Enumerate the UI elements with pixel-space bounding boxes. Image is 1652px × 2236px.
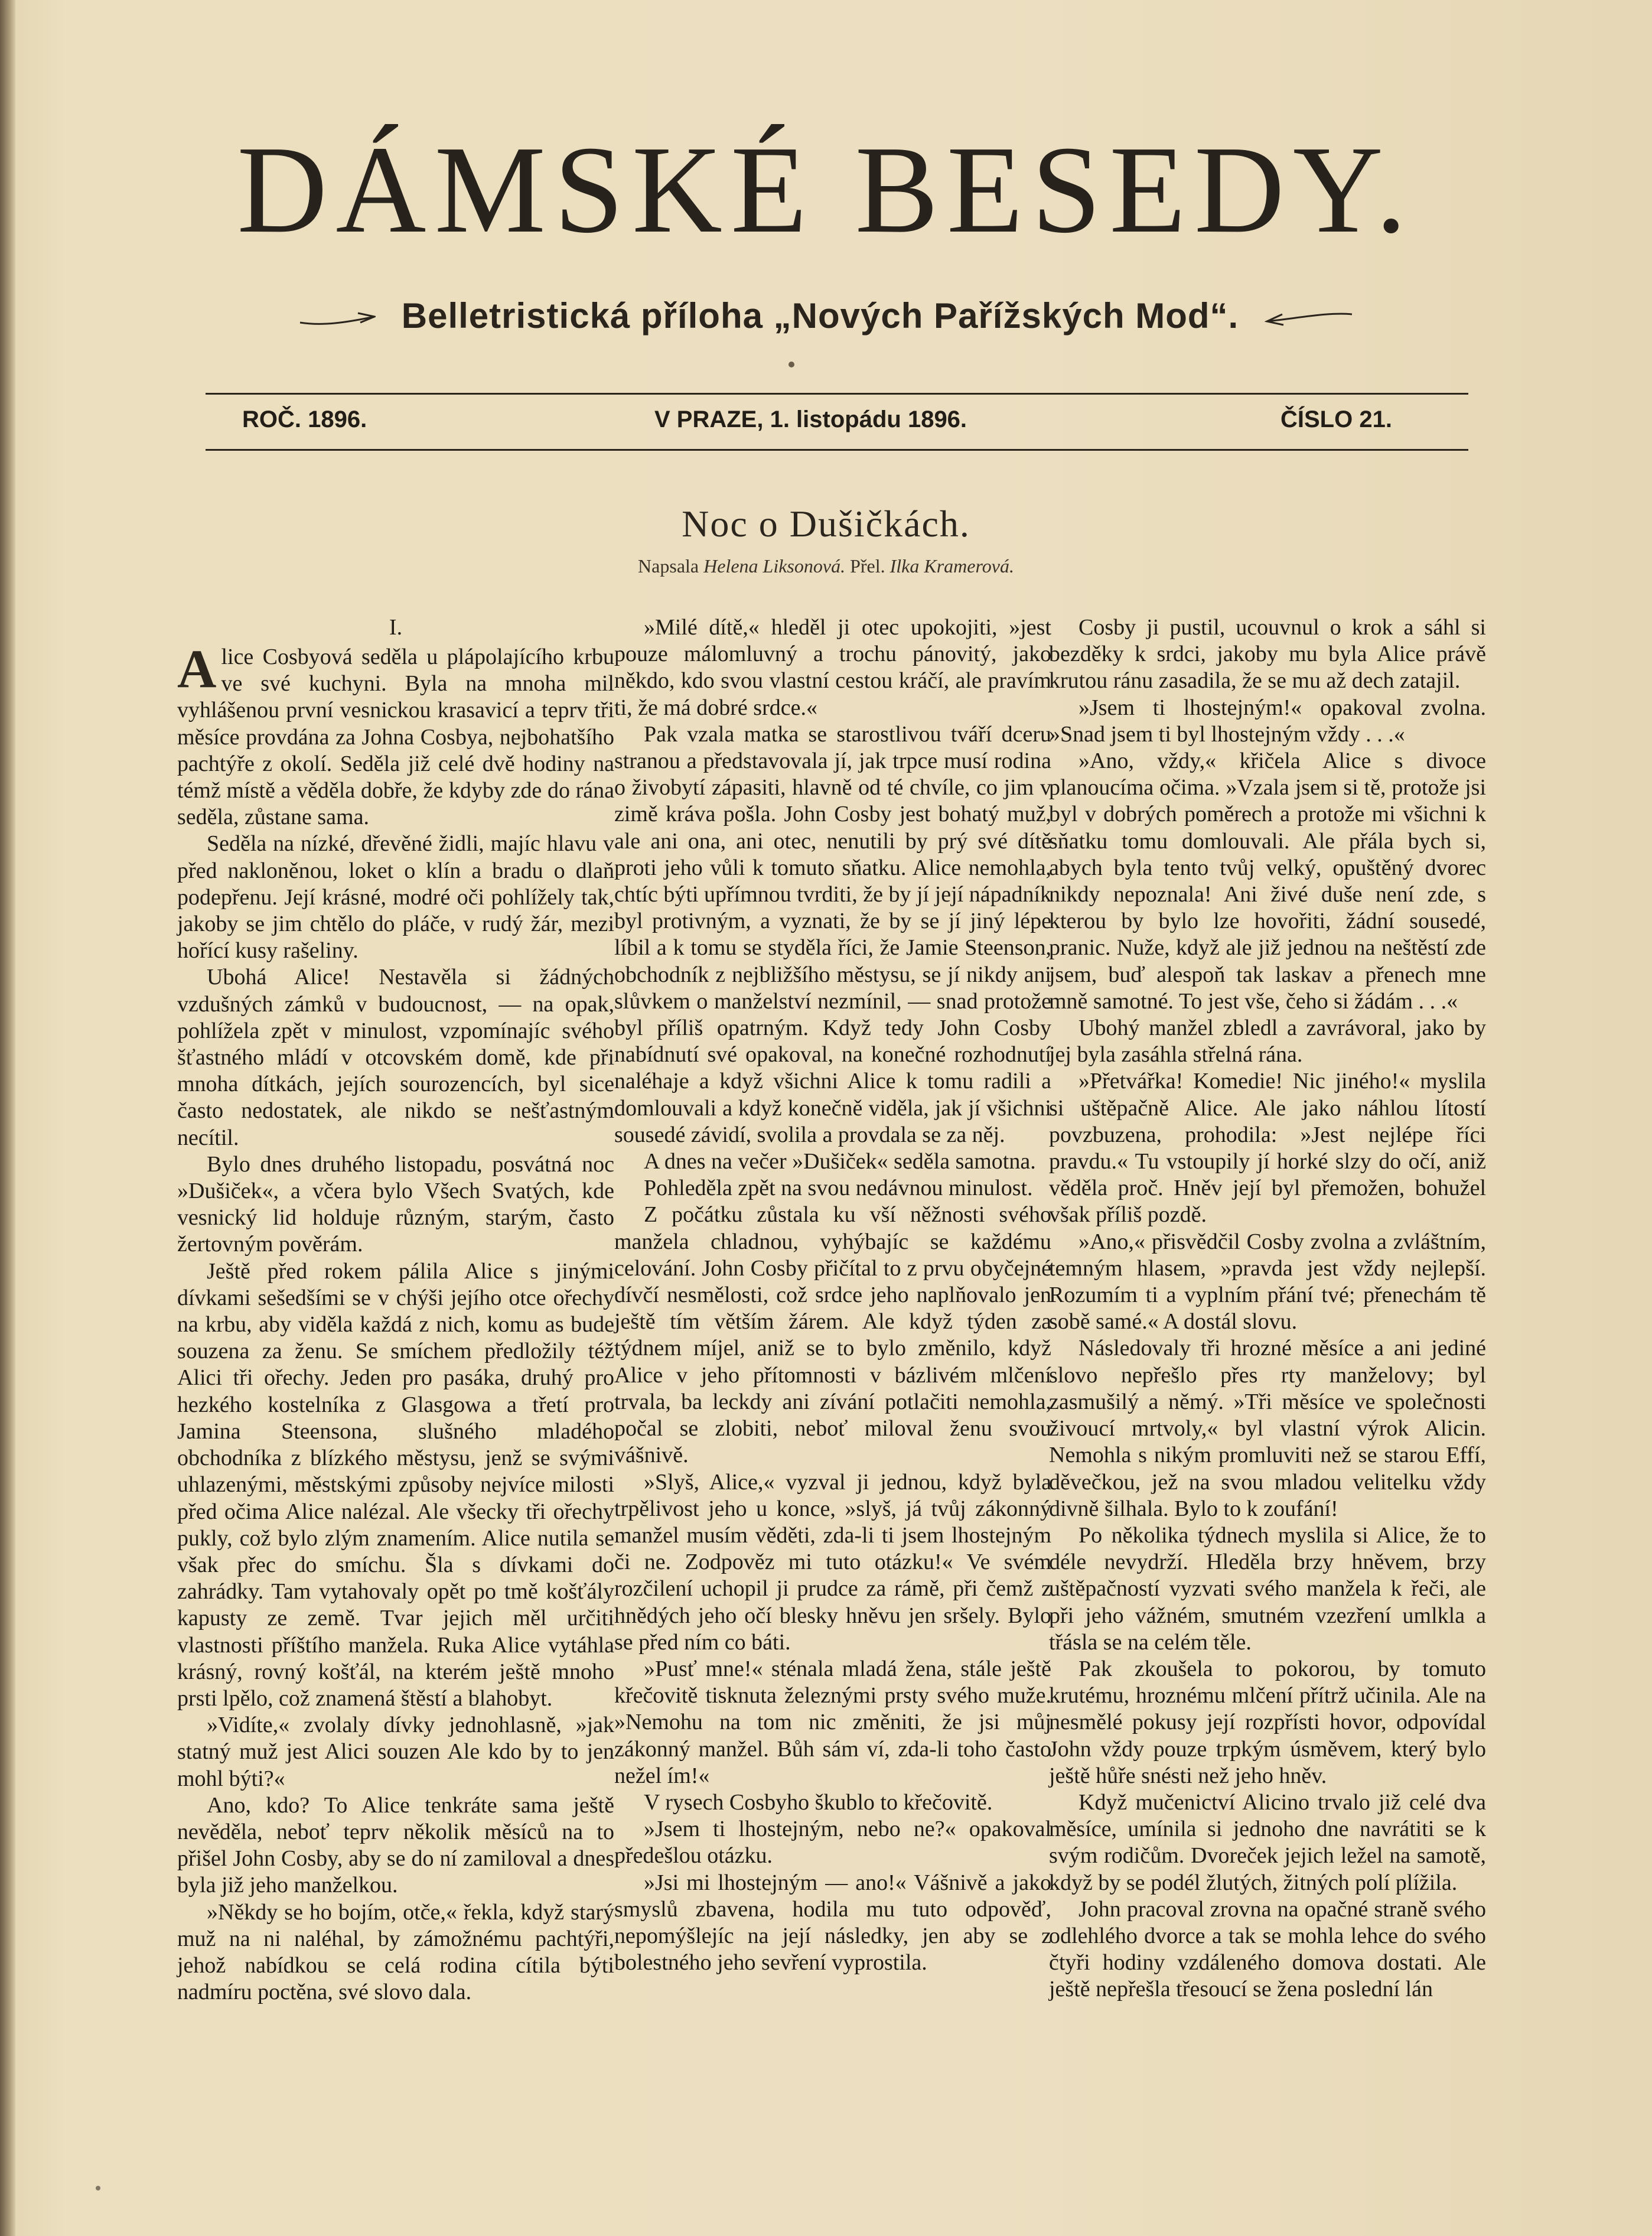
- byline-prefix: Napsala: [638, 555, 699, 577]
- article-byline: [0, 555, 1652, 577]
- header-rule-bottom: [206, 449, 1468, 451]
- masthead-title: DÁMSKÉ BESEDY.: [237, 120, 1415, 259]
- paragraph: »Slyš, Alice,« vyzval ji jednou, když byla trpělivost jeho u konce, »slyš, já tvůj zákonný manžel musím věděti, zda-li ti jsem lhostejným či ne. Zodpověz mi tuto otázku!« Ve svém rozčilení uchopil ji prudce za rámě, při čemž z hnědých jeho očí blesky hněvu jen sršely. Bylo se před ním co báti.: [614, 1469, 1051, 1655]
- paragraph: »Jsi mi lhostejným — ano!« Vášnivě a jako smyslů zbavena, hodila mu tuto odpověď, nepomýšlejíc na její následky, jen aby se z bolestného jeho sevření vyprostila.: [614, 1870, 1051, 1975]
- paragraph: Seděla na nízké, dřevěné židli, majíc hlavu v před nakloněnou, loket o klín a bradu o dlaň podepřenu. Její krásné, modré oči pohlížely tak, jakoby se jim chtělo do pláče, v rudý žár, mezi hořící kusy rašeliny.: [177, 831, 614, 964]
- paragraph: »Přetvářka! Komedie! Nic jiného!« myslila si uštěpačně Alice. Ale jako náhlou lítostí povzbuzena, prohodila: »Jest nejlépe říci pravdu.« Tu vstoupily jí horké slzy do očí, aniž věděla proč. Hněv její byl přemožen, bohužel však příliš pozdě.: [1049, 1069, 1486, 1228]
- text-column-1: [177, 614, 614, 2006]
- paragraph: Bylo dnes druhého listopadu, posvátná noc »Dušiček«, a včera bylo Všech Svatých, kde vesnický lid holduje různým, starým, často žertovným pověrám.: [177, 1151, 614, 1257]
- text-column-3: [1049, 614, 1486, 2003]
- paragraph: »Ano,« přisvědčil Cosby zvolna a zvláštním, temným hlasem, »pravda jest vždy nejlepší. Rozumím ti a vyplním přání tvé; přenechám tě sobě samé.« A dostál slovu.: [1049, 1229, 1486, 1335]
- text-column-2: [614, 614, 1051, 1976]
- paragraph: Pohleděla zpět na svou nedávnou minulost.: [644, 1176, 1033, 1201]
- paragraph: Alice Cosbyová seděla u plápolajícího krbu ve své kuchyni. Byla na mnoha mil vyhlášenou první vesnickou krasavicí a teprv tři měsíce provdána za Johna Cosbya, nejbohatšího pachtýře z okolí. Seděla již celé dvě hodiny na témž místě a věděla dobře, že kdyby zde do rána seděla, zůstane sama.: [177, 639, 614, 830]
- paragraph: »Pusť mne!« sténala mladá žena, stále ještě křečovitě tisknuta železnými prsty svého muže. »Nemohu na tom nic změniti, že jsi můj zákonný manžel. Bůh sám ví, zda-li toho často nežel ím!«: [614, 1656, 1051, 1788]
- paragraph: Po několika týdnech myslila si Alice, že to déle nevydrží. Hleděla brzy hněvem, brzy uštěpačností vyzvati svého manžela k řeči, ale při jeho vážném, smutném vzezření umlkla a třásla se na celém těle.: [1049, 1522, 1486, 1655]
- header-rule-top: [206, 393, 1468, 395]
- masthead-subtitle: Belletristická příloha „Nových Pařížských Mod“.: [401, 296, 1239, 336]
- right-arrow-ornament-icon: [1265, 310, 1353, 327]
- issue-line: [206, 406, 1468, 442]
- paragraph: Ubohá Alice! Nestavěla si žádných vzdušných zámků v budoucnost, — na opak, pohlížela zpět v minulost, vzpomínajíc svého šťastného mládí v otcovském domě, kde při mnoha dítkách, jejích sourozencích, byl sice často nedostatek, ale nikdo se nešťastným necítil.: [177, 965, 614, 1150]
- masthead-subtitle-row: [0, 295, 1652, 336]
- paragraph: Následovaly tři hrozné měsíce a ani jediné slovo nepřešlo přes rty manželovy; byl zasmušilý a němý. »Tři měsíce ve společnosti živoucí mrtvoly,« byl vlastní výrok Alicin. Nemohla s nikým promluviti než se starou Effí, děvečkou, jež na svou mladou velitelku vždy divně šilhala. Bylo to k zoufání!: [1049, 1336, 1486, 1521]
- paragraph: Pak vzala matka se starostlivou tváří dceru stranou a představovala jí, jak trpce musí rodina o živobytí zápasiti, hlavně od té chvíle, co jim v zimě kráva pošla. John Cosby jest bohatý muž, ale ani ona, ani otec, nenutili by prý své dítě proti jeho vůli k tomuto sňatku. Alice nemohla, chtíc býti upřímnou tvrditi, že by jí její nápadník byl protivným, a vyznati, že by se jí jiný lépe líbil a k tomu se styděla říci, že Jamie Steenson, obchodník z nejbližšího městysu, se jí nikdy ani slůvkem o manželství nezmínil, — snad protože byl příliš opatrným. Když tedy John Cosby nabídnutí své opakoval, na konečné rozhodnutí naléhaje a když všichni Alice k tomu radili a domlouvali a když konečně viděla, jak jí všichni sousedé závidí, svolila a provdala se za něj.: [614, 721, 1051, 1147]
- paragraph: »Ano, vždy,« křičela Alice s divoce planoucíma očima. »Vzala jsem si tě, protože jsi byl v dobrých poměrech a protože mi všichni k sňatku tomu domlouvali. Ale přála bych si, abych byla tento tvůj velký, opuštěný dvorec nikdy nepoznala! Ani živé duše není zde, s kterou by bylo lze hovořiti, žádní sousedé, pranic. Nuže, když ale již jednou na neštěstí zde jsem, buď alespoň tak laskav a přenech mne mně samotné. To jest vše, čeho si žádám . . .«: [1049, 748, 1486, 1014]
- article-title: Noc o Dušičkách.: [682, 503, 970, 545]
- paper-speck: [96, 2186, 100, 2191]
- paragraph: Když mučenictví Alicino trvalo již celé dva měsíce, umínila si jednoho dne navrátiti se k svým rodičům. Dvoreček jejich ležel na samotě, když by se podél žlutých, žitných polí plížila.: [1049, 1789, 1486, 1895]
- paragraph: »Milé dítě,« hleděl ji otec upokojiti, »jest pouze málomluvný a trochu pánovitý, jako někdo, kdo svou vlastní cestou kráčí, ale pravím ti, že má dobré srdce.«: [614, 615, 1051, 720]
- chapter-number: I.: [389, 615, 403, 640]
- byline-translator: Ilka Kramerová.: [889, 555, 1014, 577]
- byline-author: Helena Liksonová.: [703, 555, 846, 577]
- issue-volume: ROČ. 1896.: [242, 406, 367, 432]
- ornament-dot: [788, 362, 794, 367]
- paragraph: John pracoval zrovna na opačné straně svého odlehlého dvorce a tak se mohla lehce do svého čtyři hodiny vzdáleného domova dostati. Ale ještě nepřešla třesoucí se žena poslední lán: [1049, 1896, 1486, 2002]
- paragraph: Pak zkoušela to pokorou, by tomuto krutému, hroznému mlčení přítrž učinila. Ale na nesmělé pokusy její rozpřísti hovor, odpovídal John vždy pouze trpkým úsměvem, který bylo ještě hůře snésti než jeho hněv.: [1049, 1656, 1486, 1788]
- issue-place-date: V PRAZE, 1. listopádu 1896.: [654, 406, 967, 432]
- paragraph: »Někdy se ho bojím, otče,« řekla, když starý muž na ni naléhal, by zámožnému pachtýři, jehož nabídkou se celá rodina cítila býti nadmíru poctěna, své slovo dala.: [177, 1899, 614, 2005]
- issue-number: ČÍSLO 21.: [1280, 406, 1392, 432]
- paragraph: A dnes na večer »Dušiček« seděla samotna.: [644, 1149, 1036, 1174]
- paragraph: »Jsem ti lhostejným!« opakoval zvolna. »Snad jsem ti byl lhostejným vždy . . .«: [1049, 695, 1486, 747]
- paragraph: Ubohý manžel zbledl a zavrávoral, jako by jej byla zasáhla střelná rána.: [1049, 1016, 1486, 1067]
- drop-cap: A: [177, 639, 217, 699]
- paragraph: Ano, kdo? To Alice tenkráte sama ještě nevěděla, neboť teprv několik měsíců na to přišel John Cosby, aby se do ní zamiloval a dnes byla již jeho manželkou.: [177, 1792, 614, 1898]
- paragraph: »Vidíte,« zvolaly dívky jednohlasně, »jak statný muž jest Alici souzen Ale kdo by to jen mohl býti?«: [177, 1713, 614, 1791]
- paragraph: Cosby ji pustil, ucouvnul o krok a sáhl si bezděky k srdci, jakoby mu byla Alice právě krutou ránu zasadila, že se mu až dech zatajil.: [1049, 615, 1486, 694]
- byline-translator-prefix: Přel.: [850, 555, 885, 577]
- paragraph: Ještě před rokem pálila Alice s jinými dívkami sešedšími se v chýši jejího otce ořechy na krbu, aby viděla každá z nich, komu as bude souzena za ženu. Se smíchem předložily též Alici tři ořechy. Jeden pro pasáka, druhý pro hezkého kostelníka z Glasgowa a třetí pro Jamina Steensona, slušného mladého obchodníka z blízkého městysu, jenž se svými uhlazenými, městskými způsoby nejvíce milosti před očima Alice nalézal. Ale všecky tři ořechy pukly, což bylo zlým znamením. Alice nutila se však přec do smíchu. Šla s dívkami do zahrádky. Tam vytahovaly opět po tmě košťály kapusty ze země. Tvar jejich měl určiti vlastnosti příštího manžela. Ruka Alice vytáhla krásný, rovný košťál, na kterém ještě mnoho prsti lpělo, což znamená štěstí a blahobyt.: [177, 1258, 614, 1711]
- left-arrow-ornament-icon: [299, 310, 376, 327]
- paragraph: »Jsem ti lhostejným, nebo ne?« opakoval předešlou otázku.: [614, 1817, 1051, 1869]
- paragraph: V rysech Cosbyho škublo to křečovitě.: [644, 1789, 993, 1815]
- paragraph: Z počátku zůstala ku vší něžnosti svého manžela chladnou, vyhýbajíc se každému celování. John Cosby přičítal to z prvu obyčejné dívčí nesmělosti, což srdce jeho naplňovalo jen ještě tím větším žárem. Ale když týden za týdnem míjel, aniž se to bylo změnilo, když Alice v jeho přítomnosti v bázlivém mlčení trvala, ba leckdy ani zívání potlačiti nemohla, počal se zlobiti, neboť miloval ženu svou vášnivě.: [614, 1202, 1051, 1468]
